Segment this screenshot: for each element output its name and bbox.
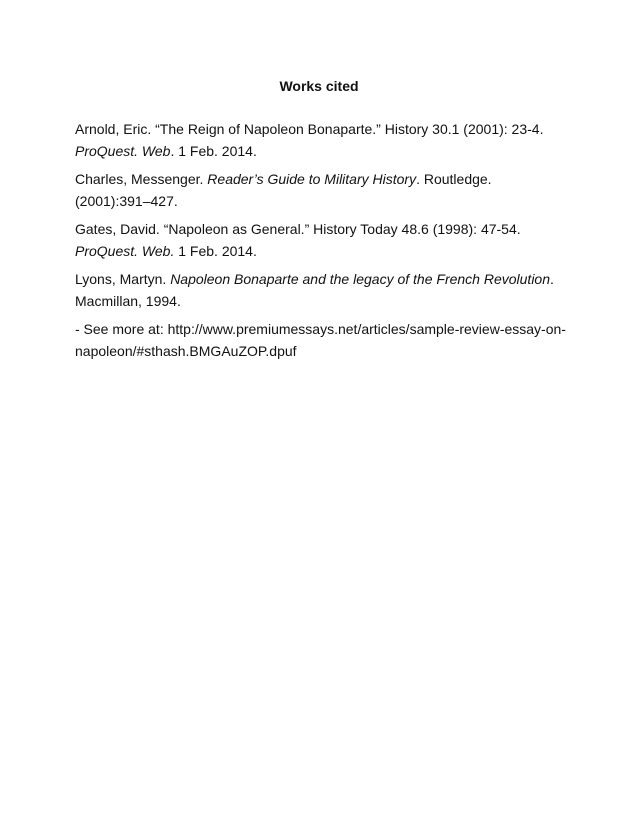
citation-text: Gates, David. “Napoleon as General.” History Today 48.6 (1998): 47-54. — [75, 221, 521, 237]
citation-italic: ProQuest. Web. — [75, 243, 175, 259]
citation-italic: Reader’s Guide to Military History — [207, 171, 417, 187]
source-url: http://www.premiumessays.net/articles/sample-review-essay-on-napoleon/#sthash.BMGAuZOP.dpuf — [75, 321, 566, 359]
source-note — [75, 318, 570, 362]
source-note-prefix: - See more at: — [75, 321, 168, 337]
citation-list — [75, 118, 570, 368]
citation-text: 1 Feb. 2014. — [174, 243, 257, 259]
citation-text: . Routledge. (2001):391–427. — [75, 171, 492, 209]
citation-text: . Macmillan, 1994. — [75, 271, 554, 309]
citation-text: Charles, Messenger. — [75, 171, 208, 187]
citation-text: Lyons, Martyn. — [75, 271, 171, 287]
citation-entry — [75, 168, 570, 212]
citation-entry — [75, 118, 570, 162]
citation-text: Arnold, Eric. “The Reign of Napoleon Bonaparte.” History 30.1 (2001): 23-4. — [75, 121, 544, 137]
citation-italic: ProQuest. Web — [75, 143, 171, 159]
citation-text: . 1 Feb. 2014. — [170, 143, 257, 159]
page-title: Works cited — [279, 78, 359, 94]
citation-italic: Napoleon Bonaparte and the legacy of the French Revolution — [170, 271, 550, 287]
citation-entry — [75, 218, 570, 262]
citation-entry — [75, 268, 570, 312]
